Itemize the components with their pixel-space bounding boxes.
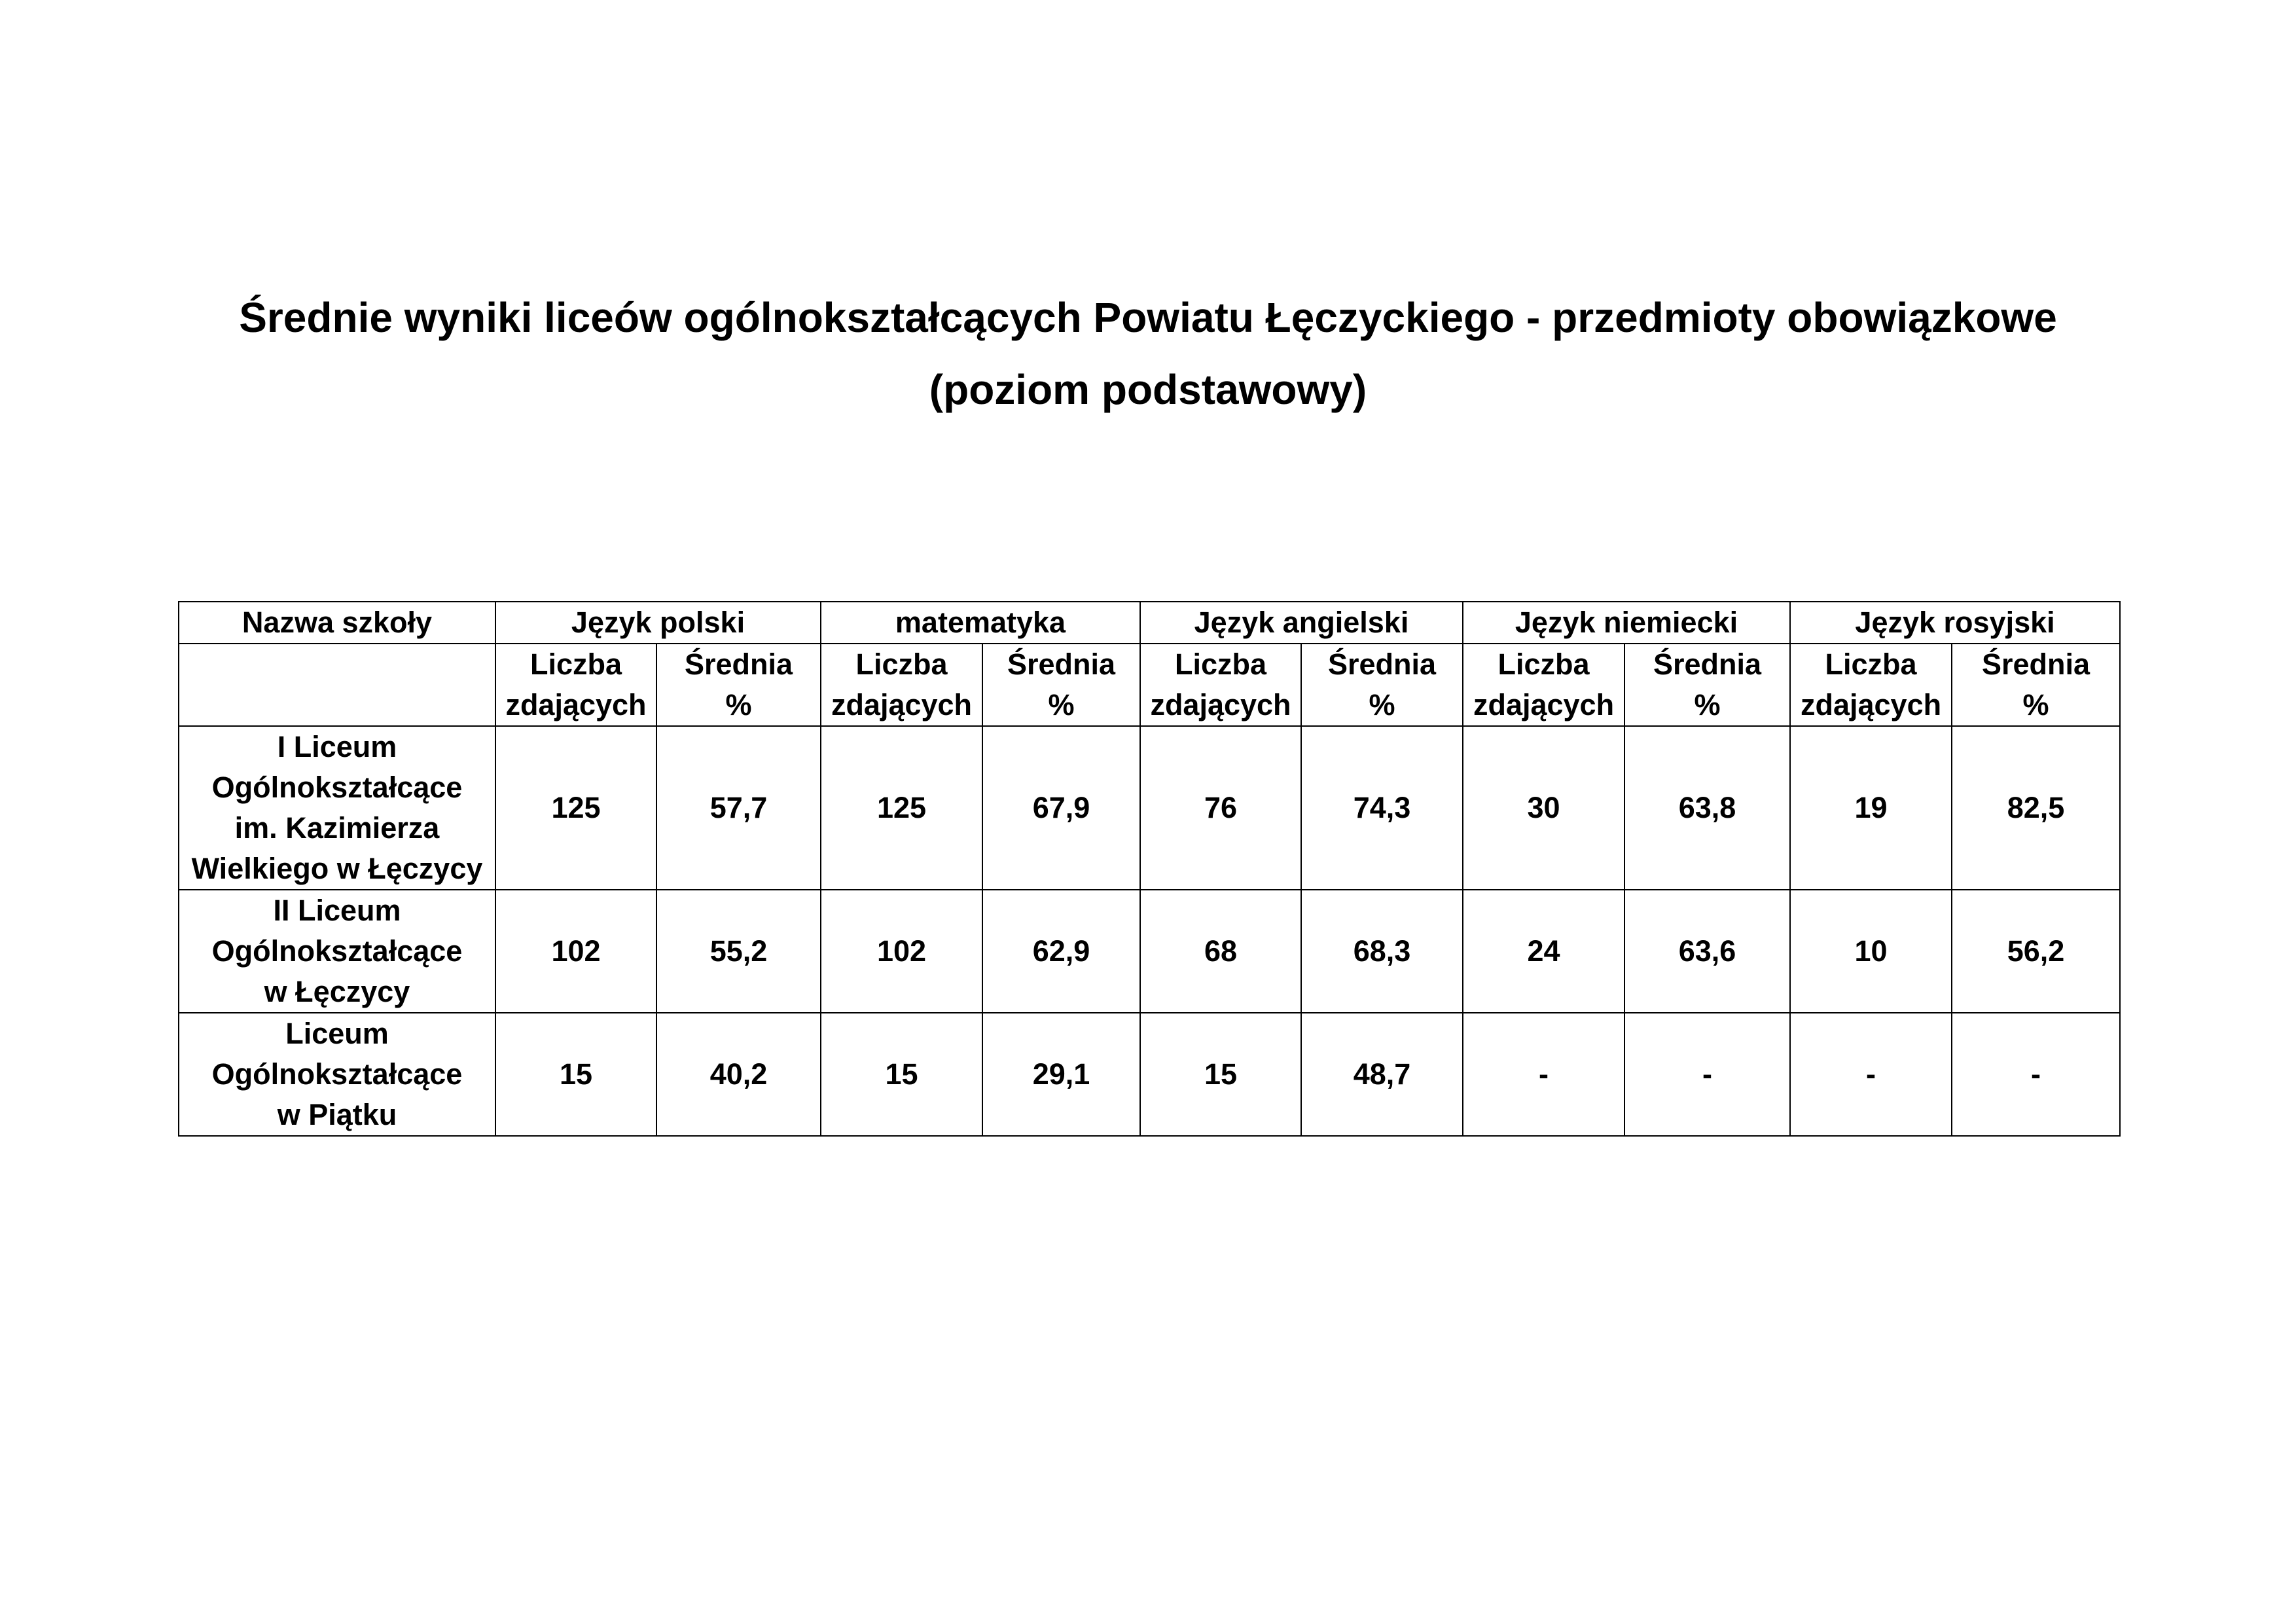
empty-header-cell [179,644,495,726]
subject-header: Język polski [495,602,821,644]
average-cell: 68,3 [1301,890,1463,1013]
count-cell: 15 [1140,1013,1301,1136]
count-header: Liczba zdających [495,644,656,726]
title-line-1: Średnie wyniki liceów ogólnokształcących Powiatu Łęczyckiego - przedmioty obowiązkowe [239,294,2057,341]
count-header: Liczba zdających [1140,644,1301,726]
table-row [179,1013,2120,1136]
count-header: Liczba zdających [1463,644,1624,726]
results-table [178,601,2121,1137]
count-cell: 24 [1463,890,1624,1013]
average-header: Średnia % [1952,644,2120,726]
subject-header: Język rosyjski [1790,602,2120,644]
average-cell: 62,9 [982,890,1140,1013]
table-row [179,890,2120,1013]
school-name-cell: II Liceum Ogólnokształcące w Łęczycy [179,890,495,1013]
average-cell: 56,2 [1952,890,2120,1013]
count-cell: 15 [495,1013,656,1136]
title-line-2: (poziom podstawowy) [929,366,1367,413]
count-header: Liczba zdających [1790,644,1952,726]
count-cell: 68 [1140,890,1301,1013]
count-cell: 19 [1790,726,1952,890]
average-cell: 82,5 [1952,726,2120,890]
count-cell: - [1790,1013,1952,1136]
average-cell: - [1952,1013,2120,1136]
table-row [179,726,2120,890]
count-cell: 76 [1140,726,1301,890]
count-header: Liczba zdających [821,644,982,726]
average-header: Średnia % [982,644,1140,726]
subject-header-row [179,602,2120,644]
average-cell: 55,2 [656,890,821,1013]
average-cell: 67,9 [982,726,1140,890]
average-cell: 29,1 [982,1013,1140,1136]
average-cell: 63,8 [1624,726,1790,890]
average-cell: 57,7 [656,726,821,890]
average-header: Średnia % [1624,644,1790,726]
average-header: Średnia % [656,644,821,726]
average-header: Średnia % [1301,644,1463,726]
count-cell: 102 [495,890,656,1013]
count-cell: 102 [821,890,982,1013]
average-cell: 63,6 [1624,890,1790,1013]
count-cell: 125 [821,726,982,890]
average-cell: 74,3 [1301,726,1463,890]
count-cell: 10 [1790,890,1952,1013]
count-cell: 15 [821,1013,982,1136]
subheader-row [179,644,2120,726]
count-cell: 125 [495,726,656,890]
count-cell: - [1463,1013,1624,1136]
school-name-header: Nazwa szkoły [179,602,495,644]
average-cell: - [1624,1013,1790,1136]
school-name-cell: Liceum Ogólnokształcące w Piątku [179,1013,495,1136]
subject-header: Język niemiecki [1463,602,1790,644]
document-title [0,282,2296,426]
subject-header: matematyka [821,602,1140,644]
average-cell: 40,2 [656,1013,821,1136]
school-name-cell: I Liceum Ogólnokształcące im. Kazimierza Wielkiego w Łęczycy [179,726,495,890]
subject-header: Język angielski [1140,602,1463,644]
count-cell: 30 [1463,726,1624,890]
average-cell: 48,7 [1301,1013,1463,1136]
